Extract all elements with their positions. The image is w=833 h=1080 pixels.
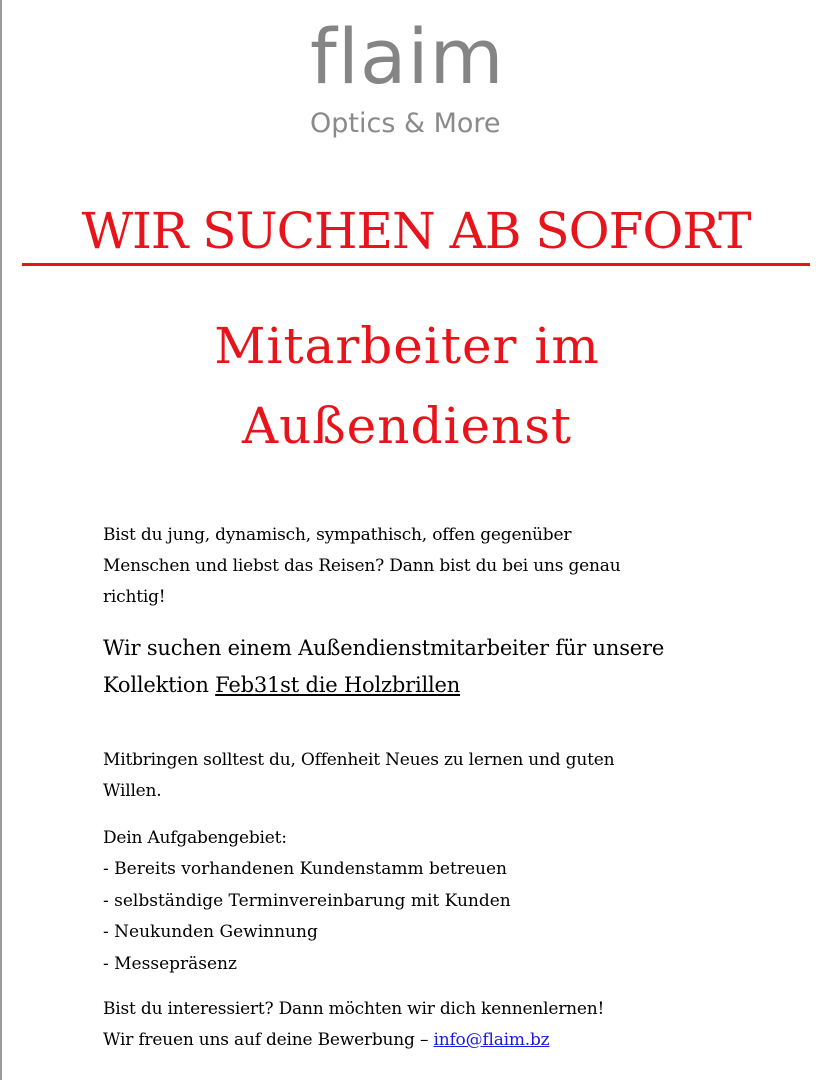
position-title	[102, 306, 712, 466]
expectations-line1: Mitbringen solltest du, Offenheit Neues zu lernen und guten	[103, 750, 615, 770]
position-title-line1: Mitarbeiter im	[214, 317, 600, 375]
logo-tagline: Optics & More	[310, 108, 501, 139]
collection-line1: Wir suchen einem Außendienstmitarbeiter für unsere	[103, 636, 665, 660]
collection-link[interactable]: Feb31st die Holzbrillen	[215, 673, 461, 697]
logo-name: flaim	[310, 12, 505, 101]
collection-prefix: Kollektion	[103, 673, 216, 697]
task-item: - Messepräsenz	[103, 953, 237, 974]
tasks-list	[103, 854, 511, 980]
task-item: - selbständige Terminvereinbarung mit Kunden	[103, 890, 511, 911]
headline-underline	[22, 263, 810, 266]
intro-line1: Bist du jung, dynamisch, sympathisch, offen gegenüber	[103, 525, 572, 545]
closing-line2	[103, 1025, 743, 1056]
closing-prefix: Wir freuen uns auf deine Bewerbung –	[103, 1030, 434, 1050]
closing-line1: Bist du interessiert? Dann möchten wir dich kennenlernen!	[103, 999, 605, 1019]
position-title-line2: Außendienst	[241, 397, 573, 455]
task-item: - Bereits vorhandenen Kundenstamm betreuen	[103, 859, 507, 879]
headline: WIR SUCHEN AB SOFORT	[81, 202, 751, 260]
intro-line3: richtig!	[103, 587, 166, 607]
email-link[interactable]: info@flaim.bz	[433, 1030, 550, 1050]
expectations-paragraph	[103, 745, 743, 807]
collection-line2	[103, 667, 743, 704]
intro-line2: Menschen und liebst das Reisen? Dann bist du bei uns genau	[103, 556, 621, 576]
task-item: - Neukunden Gewinnung	[103, 922, 318, 942]
collection-paragraph	[103, 630, 743, 704]
expectations-line2: Willen.	[103, 781, 162, 801]
tasks-heading: Dein Aufgabengebiet:	[103, 828, 287, 848]
intro-paragraph	[103, 520, 743, 613]
